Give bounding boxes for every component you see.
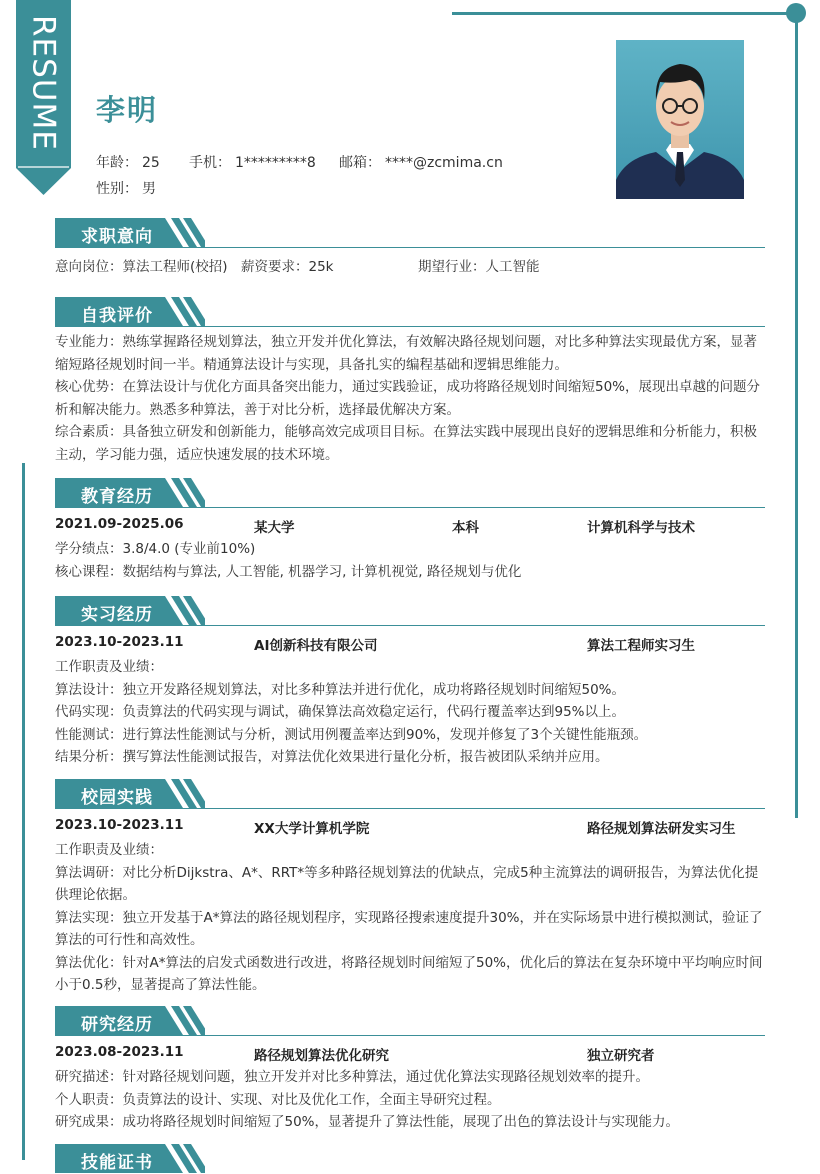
research-date: 2023.08-2023.11: [55, 1044, 184, 1060]
internship-role: 算法工程师实习生: [587, 638, 695, 654]
internship-line: 性能测试：进行算法性能测试与分析，测试用例覆盖率达到90%，发现并修复了3个关键性能瓶颈。: [55, 726, 648, 743]
intent-industry: 期望行业：人工智能: [418, 259, 540, 275]
section-header: [55, 596, 765, 626]
left-divider-line: [22, 463, 25, 1160]
education-major: 计算机科学与技术: [587, 520, 695, 536]
section-title: 技能证书: [81, 1153, 153, 1173]
section-header: [55, 1006, 765, 1036]
research-role: 独立研究者: [587, 1048, 655, 1064]
internship-line: 代码实现：负责算法的代码实现与调试，确保算法高效稳定运行，代码行覆盖率达到95%以上。: [55, 704, 626, 720]
section-title: 教育经历: [81, 487, 153, 507]
self-eval-line: 核心优势：在算法设计与优化方面具备突出能力，通过实践验证，成功将路径规划时间缩短50%，展现出卓越的问题分析和解决能力。熟悉多种算法，善于对比分析，选择最优解决方案。: [55, 379, 761, 418]
internship-company: AI创新科技有限公司: [254, 638, 378, 654]
internship-date: 2023.10-2023.11: [55, 634, 184, 650]
top-divider-line: [452, 12, 796, 15]
section-rule: [55, 1035, 765, 1036]
self-eval-line: 专业能力：熟练掌握路径规划算法，独立开发并优化算法，有效解决路径规划问题，对比多种算法实现最优方案，显著缩短路径规划时间一半。精通算法设计与实现，具备扎实的编程基础和逻辑思维能力。: [55, 334, 757, 373]
section-title: 求职意向: [81, 227, 153, 247]
candidate-name: 李明: [96, 93, 159, 127]
education-date: 2021.09-2025.06: [55, 516, 184, 532]
campus-line: 算法调研：对比分析Dijkstra、A*、RRT*等多种路径规划算法的优缺点，完成5种主流算法的调研报告，为算法优化提供理论依据。: [55, 864, 759, 903]
campus-line: 算法优化：针对A*算法的启发式函数进行改进，将路径规划时间缩短了50%，优化后的算法在复杂环境中平均响应时间小于0.5秒，显著提高了算法性能。: [55, 954, 763, 993]
age-field: [96, 152, 160, 172]
email-value: ****@zcmima.cn: [385, 155, 503, 171]
section-rule: [55, 247, 765, 248]
campus-line: 算法实现：独立开发基于A*算法的路径规划程序，实现路径搜索速度提升30%，并在实际场景中进行模拟测试，验证了算法的可行性和高效性。: [55, 909, 763, 948]
section-header: [55, 1144, 765, 1174]
section-rule: [55, 507, 765, 508]
self-eval-line: 综合素质：具备独立研发和创新能力，能够高效完成项目目标。在算法实践中展现出良好的逻辑思维和分析能力，积极主动，学习能力强，适应快速发展的技术环境。: [55, 424, 757, 463]
education-degree: 本科: [452, 520, 479, 536]
internship-line: 工作职责及业绩：: [55, 659, 163, 675]
age-label: 年龄：: [96, 155, 138, 171]
education-line: 学分绩点：3.8/4.0 (专业前10%): [55, 541, 256, 557]
resume-ribbon-label: RESUME: [25, 14, 62, 151]
internship-line: 结果分析：撰写算法性能测试报告，对算法优化效果进行量化分析，报告被团队采纳并应用。: [55, 749, 609, 765]
section-research: [55, 1006, 765, 1134]
education-school: 某大学: [254, 520, 295, 536]
campus-line: 工作职责及业绩：: [55, 842, 163, 858]
education-row: [55, 515, 765, 539]
section-rule: [55, 808, 765, 809]
profile-photo: [616, 40, 744, 199]
gender-value: 男: [142, 181, 156, 197]
section-education: [55, 478, 765, 583]
research-line: 研究成果：成功将路径规划时间缩短了50%，显著提升了算法性能，展现了出色的算法设计与实现能力。: [55, 1114, 680, 1130]
section-header: [55, 779, 765, 809]
research-project: 路径规划算法优化研究: [254, 1048, 389, 1064]
education-line: 核心课程：数据结构与算法, 人工智能, 机器学习, 计算机视觉, 路径规划与优化: [55, 563, 522, 580]
campus-org: XX大学计算机学院: [254, 821, 370, 837]
research-line: 研究描述：针对路径规划问题，独立开发并对比多种算法，通过优化算法实现路径规划效率的提升。: [55, 1069, 649, 1085]
section-title: 校园实践: [81, 788, 153, 808]
campus-date: 2023.10-2023.11: [55, 817, 184, 833]
phone-label: 手机：: [189, 155, 231, 171]
section-title: 实习经历: [81, 605, 153, 625]
intent-salary: 薪资要求：25k: [241, 259, 334, 275]
email-label: 邮箱：: [339, 155, 381, 171]
gender-label: 性别：: [96, 181, 138, 197]
section-header: [55, 478, 765, 508]
section-internship: [55, 596, 765, 769]
internship-row: [55, 633, 765, 657]
section-campus-practice: [55, 779, 765, 997]
intent-position: 意向岗位：算法工程师(校招): [55, 259, 228, 275]
internship-line: 算法设计：独立开发路径规划算法，对比多种算法并进行优化，成功将路径规划时间缩短50%。: [55, 681, 626, 698]
section-skills: [55, 1144, 765, 1174]
age-value: 25: [142, 155, 160, 171]
section-title: 自我评价: [81, 306, 153, 326]
section-header: [55, 297, 765, 327]
phone-value: 1*********8: [235, 155, 316, 171]
section-rule: [55, 625, 765, 626]
campus-row: [55, 816, 765, 840]
phone-field: [189, 152, 316, 172]
section-self-evaluation: [55, 297, 765, 466]
right-divider-line: [795, 13, 798, 818]
section-job-intent: [55, 218, 765, 282]
campus-role: 路径规划算法研发实习生: [587, 821, 736, 837]
email-field: [339, 152, 503, 172]
section-rule: [55, 326, 765, 327]
research-line: 个人职责：负责算法的设计、实现、对比及优化工作，全面主导研究过程。: [55, 1091, 501, 1108]
section-title: 研究经历: [81, 1015, 153, 1035]
gender-field: [96, 178, 156, 198]
section-header: [55, 218, 765, 248]
research-row: [55, 1043, 765, 1067]
